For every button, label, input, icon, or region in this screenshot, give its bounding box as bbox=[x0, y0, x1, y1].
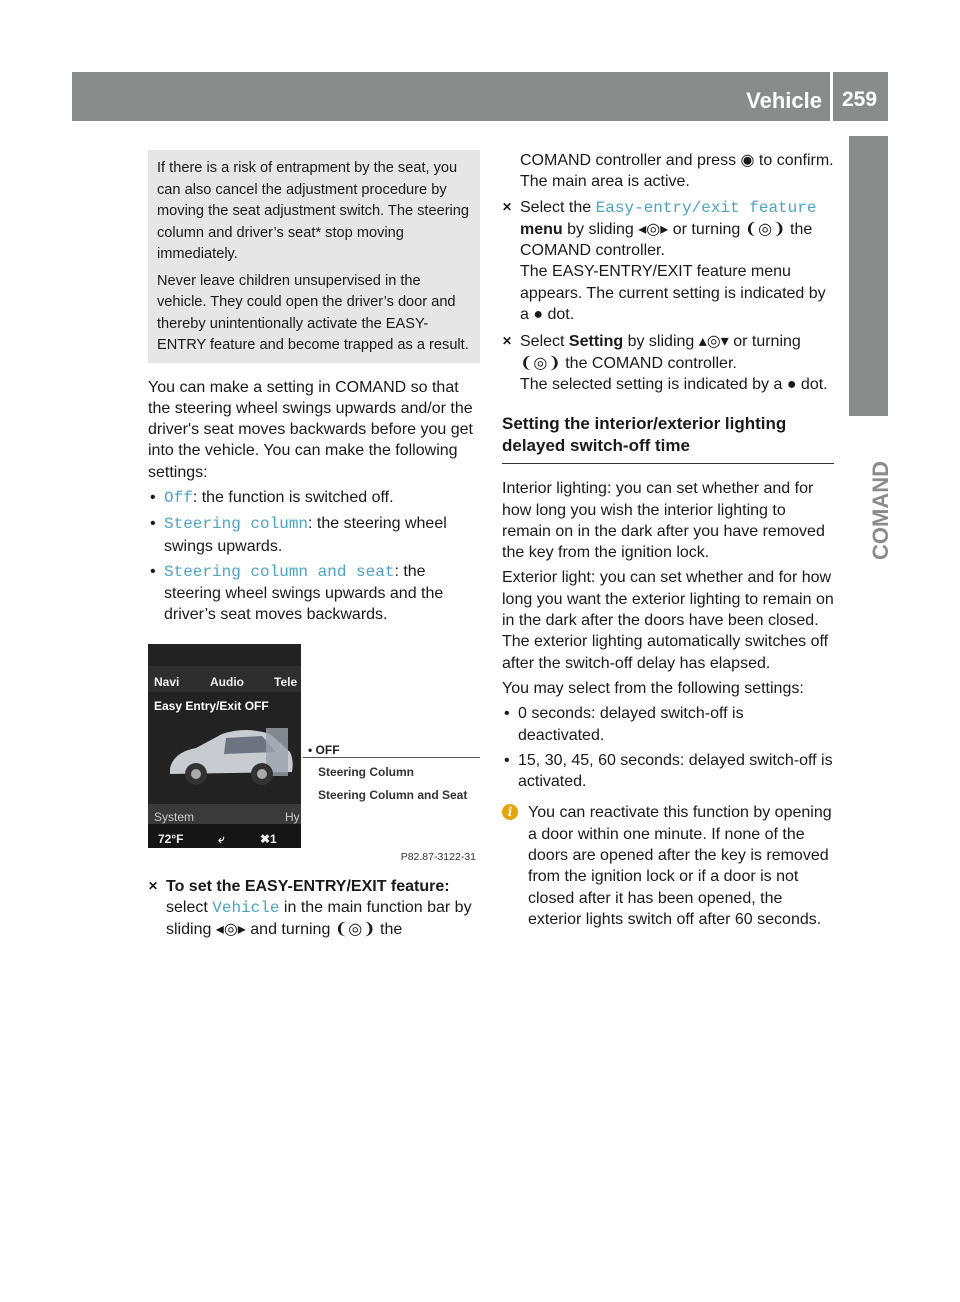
step-text: The EASY-ENTRY/EXIT feature menu appears. The current setting is indicated by a ● dot. bbox=[520, 263, 826, 324]
paragraph: Interior lighting: you can set whether and for how long you wish the interior lighting to remain on in the dark after you have removed the key from the ignition lock. bbox=[502, 480, 825, 562]
step-arrow-icon: ✕ bbox=[148, 878, 159, 893]
step-text: Select the bbox=[520, 198, 596, 216]
tab-tele: Tele bbox=[274, 674, 298, 689]
step-text: COMAND controller and press ◉ to confirm. bbox=[520, 152, 834, 169]
step-bold: Setting bbox=[568, 333, 624, 351]
instruction-step bbox=[502, 331, 834, 395]
climate-bar bbox=[148, 824, 301, 848]
figure-code: P82.87-3122-31 bbox=[400, 850, 476, 863]
step-text: in the main function bar by sliding ◂◎▸ and turning ❨◎❩ the bbox=[166, 899, 472, 939]
info-icon: i bbox=[502, 804, 518, 820]
page-number: 259 bbox=[842, 88, 878, 111]
divider bbox=[303, 757, 480, 758]
setting-code: Steering column bbox=[164, 515, 309, 534]
display-title: Easy Entry/Exit OFF bbox=[154, 698, 269, 713]
setting-code: Off bbox=[164, 488, 193, 507]
step-text: select bbox=[166, 899, 213, 917]
system-bar bbox=[148, 804, 301, 824]
side-tab bbox=[849, 136, 888, 416]
info-note bbox=[502, 802, 834, 930]
system-right-label: Hy bbox=[285, 809, 300, 824]
step-text: by sliding ▴◎▾ or turning ❨◎❩ the COMAND controller. bbox=[520, 333, 801, 372]
list-text: 15, 30, 45, 60 seconds: delayed switch-off is activated. bbox=[518, 751, 833, 791]
menu-code: Vehicle bbox=[212, 899, 280, 918]
paragraph: Exterior light: you can set whether and for how long you want the exterior lighting to remain on in the dark after the doors have been closed. The exterior lighting automatically switches off after the switch-off delay has elapsed. bbox=[502, 569, 834, 672]
list-item: • Steering column and seat: the steering wheel swings upwards and the driver’s seat moves backwards. bbox=[150, 562, 444, 624]
paragraph: You may select from the following settings: bbox=[502, 679, 804, 697]
menu-tabs bbox=[148, 666, 301, 692]
left-column bbox=[148, 150, 480, 947]
tab-navi: Navi bbox=[154, 674, 180, 689]
section-title: Vehicle bbox=[746, 88, 822, 113]
continued-step bbox=[502, 150, 834, 193]
section-heading: Setting the interior/exterior lighting delayed switch-off time bbox=[502, 413, 834, 464]
instruction-step bbox=[502, 197, 834, 326]
step-bold: menu bbox=[520, 220, 563, 238]
list-text: : the steering wheel swings upwards and the driver’s seat moves backwards. bbox=[164, 562, 444, 624]
list-item: • 0 seconds: delayed switch-off is deactivated. bbox=[504, 705, 744, 744]
warning-text: Never leave children unsupervised in the vehicle. They could open the driver’s door and thereby unintentionally activate the EASY-ENTRY feature and become trapped as a result. bbox=[157, 272, 469, 353]
option: Steering Column and Seat bbox=[318, 787, 468, 802]
header-separator bbox=[830, 72, 833, 121]
step-text: The selected setting is indicated by a ● dot. bbox=[520, 375, 828, 393]
system-label: System bbox=[154, 809, 195, 824]
step-text: The main area is active. bbox=[520, 173, 690, 191]
right-column bbox=[502, 150, 834, 930]
step-text: Select bbox=[520, 333, 569, 351]
list-text: 0 seconds: delayed switch-off is deactivated. bbox=[518, 705, 744, 744]
list-item: • Steering column: the steering wheel swings upwards. bbox=[150, 515, 447, 555]
step-arrow-icon: ✕ bbox=[502, 334, 513, 349]
instruction-step bbox=[148, 876, 480, 941]
list-item: • Off: the function is switched off. bbox=[150, 488, 394, 507]
list-item: • 15, 30, 45, 60 seconds: delayed switch-off is activated. bbox=[504, 751, 833, 791]
step-text: by sliding ◂◎▸ or turning ❨◎❩ the COMAND controller. bbox=[520, 220, 813, 260]
list-text: : the function is switched off. bbox=[192, 488, 394, 506]
warning-box bbox=[148, 150, 480, 363]
intro-paragraph: You can make a setting in COMAND so that the steering wheel swings upwards and/or the driver's seat moves backwards before you get into the vehicle. You can make the following settings: bbox=[148, 378, 473, 481]
temperature: 72°F bbox=[158, 831, 184, 846]
warning-text: If there is a risk of entrapment by the seat, you can also cancel the adjustment procedure by moving the seat adjustment switch. The steering column and driver’s seat* stop moving immediately. bbox=[157, 160, 470, 262]
airflow-icon: ⤶ bbox=[218, 831, 225, 846]
step-heading: To set the EASY-ENTRY/EXIT feature: bbox=[166, 877, 450, 895]
menu-code: Easy-entry/exit feature bbox=[595, 198, 817, 217]
seat-heat-icon: ✖1 bbox=[260, 831, 277, 846]
step-arrow-icon: ✕ bbox=[502, 199, 513, 214]
comand-screenshot bbox=[148, 644, 480, 862]
option-selected: • OFF bbox=[308, 742, 340, 757]
option: Steering Column bbox=[318, 764, 415, 779]
setting-code: Steering column and seat bbox=[164, 562, 395, 581]
side-tab-label: COMAND bbox=[868, 461, 893, 560]
note-text: You can reactivate this function by opening a door within one minute. If none of the doors are opened after the key is removed from the ignition lock or if a door is not closed after it has been opened, the exterior lights switch off after 60 seconds. bbox=[528, 804, 832, 928]
list-text: : the steering wheel swings upwards. bbox=[164, 515, 447, 555]
car-illustration bbox=[166, 716, 296, 796]
tab-audio: Audio bbox=[210, 674, 244, 689]
